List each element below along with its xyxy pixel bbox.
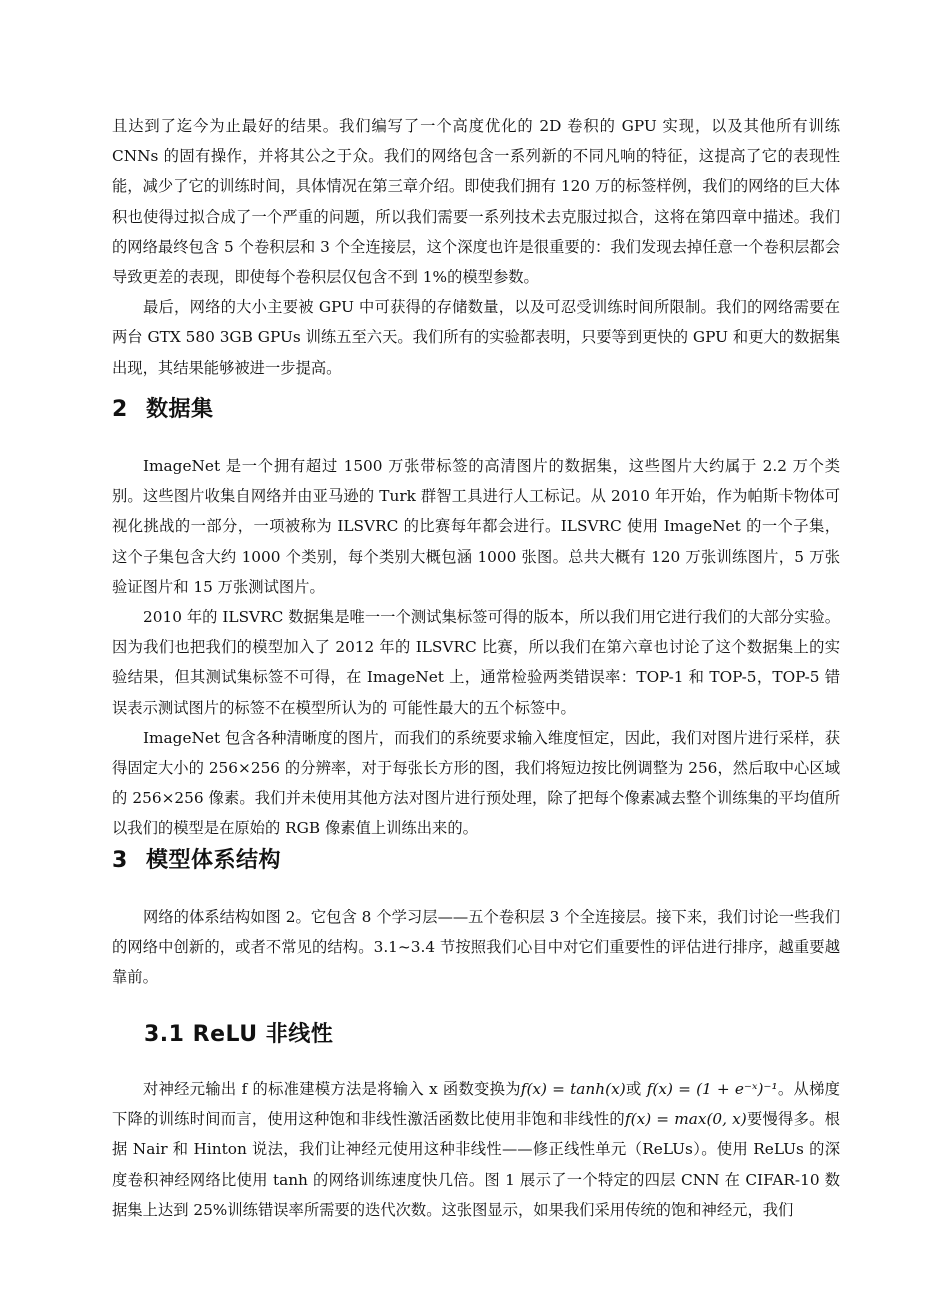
section-2-body: [112, 451, 840, 844]
formula-tanh: f(x) = tanh(x): [520, 1080, 626, 1098]
section-3-title: 模型体系结构: [146, 848, 282, 873]
section-2-paragraph-3: ImageNet 包含各种清晰度的图片，而我们的系统要求输入维度恒定，因此，我们对图片进行采样，获得固定大小的 256×256 的分辨率，对于每张长方形的图，我们将短边按比例调整为 256，然后取中心区域的 256×256 像素。我们并未使用其他方法对图片进行预处理，除了把每个像素减去整个训练集的平均值所以我们的模型是在原始的 RGB 像素值上训练出来的。: [112, 728, 840, 838]
section-3-1-body: [112, 1074, 840, 1225]
formula-relu: f(x) = max(0, x): [624, 1110, 747, 1129]
section-3-paragraph-1: 网络的体系结构如图 2。它包含 8 个学习层——五个卷积层 3 个全连接层。接下来，我们讨论一些我们的网络中创新的，或者不常见的结构。3.1~3.4 节按照我们心目中对它们重要性的评估进行排序，越重要越靠前。: [112, 908, 840, 987]
section-3-heading: [112, 843, 281, 874]
intro-paragraph-1: 且达到了迄今为止最好的结果。我们编写了一个高度优化的 2D 卷积的 GPU 实现，以及其他所有训练 CNNs 的固有操作，并将其公之于众。我们的网络包含一系列新的不同凡响的特征，这提高了它的表现性能，减少了它的训练时间，具体情况在第三章介绍。即使我们拥有 120 万的标签样例，我们的网络的巨大体积也使得过拟合成了一个严重的问题，所以我们需要一系列技术去克服过拟合，这将在第四章中描述。我们的网络最终包含 5 个卷积层和 3 个全连接层，这个深度也许是很重要的：我们发现去掉任意一个卷积层都会导致更差的表现，即使每个卷积层仅包含不到 1%的模型参数。: [112, 117, 840, 287]
section-2-number: 2: [112, 397, 128, 422]
relu-text-2: 或: [625, 1080, 647, 1098]
section-2-paragraph-1: ImageNet 是一个拥有超过 1500 万张带标签的高清图片的数据集，这些图片大约属于 2.2 万个类别。这些图片收集自网络并由亚马逊的 Turk 群智工具进行人工标记。从 2010 年开始，作为帕斯卡物体可视化挑战的一部分，一项被称为 ILSVRC 的比赛每年都会进行。ILSVRC 使用 ImageNet 的一个子集，这个子集包含大约 1000 个类别，每个类别大概包涵 1000 张图。总共大概有 120 万张训练图片，5 万张验证图片和 15 万张测试图片。: [112, 457, 840, 596]
intro-body: [112, 111, 840, 383]
section-2-title: 数据集: [146, 397, 214, 422]
section-2-heading: [112, 392, 214, 423]
section-2-paragraph-2: 2010 年的 ILSVRC 数据集是唯一一个测试集标签可得的版本，所以我们用它进行我们的大部分实验。因为我们也把我们的模型加入了 2012 年的 ILSVRC 比赛，所以我们在第六章也讨论了这个数据集上的实验结果，但其测试集标签不可得，在 ImageNet 上，通常检验两类错误率：TOP-1 和 TOP-5，TOP-5 错误表示测试图片的标签不在模型所认为的 可能性最大的五个标签中。: [112, 608, 840, 717]
relu-text-3: 。从梯度下降的训练时间而言，使用这种饱和非线性激活函数比使用非饱和非线性的: [112, 1080, 840, 1129]
relu-text-1: 对神经元输出 f 的标准建模方法是将输入 x 函数变换为: [143, 1080, 521, 1098]
relu-text-4: 要慢得多。根据 Nair 和 Hinton 说法，我们让神经元使用这种非线性——修正线性单元（ReLUs）。使用 ReLUs 的深度卷积神经网络比使用 tanh 的网络训练速度快几倍。图 1 展示了一个特定的四层 CNN 在 CIFAR-10 数据集上达到 25%训练错误率所需要的迭代次数。这张图显示，如果我们采用传统的饱和神经元，我们: [112, 1110, 840, 1219]
formula-sigmoid: f(x) = (1 + e⁻ˣ)⁻¹: [646, 1080, 778, 1098]
intro-paragraph-2: 最后，网络的大小主要被 GPU 中可获得的存储数量，以及可忍受训练时间所限制。我们的网络需要在两台 GTX 580 3GB GPUs 训练五至六天。我们所有的实验都表明，只要等到更快的 GPU 和更大的数据集出现，其结果能够被进一步提高。: [112, 298, 840, 377]
section-3-number: 3: [112, 848, 128, 873]
section-3-1-heading: 3.1 ReLU 非线性: [144, 1022, 334, 1047]
section-3-1-paragraph-1: [112, 1074, 840, 1225]
section-3-body: [112, 902, 840, 993]
